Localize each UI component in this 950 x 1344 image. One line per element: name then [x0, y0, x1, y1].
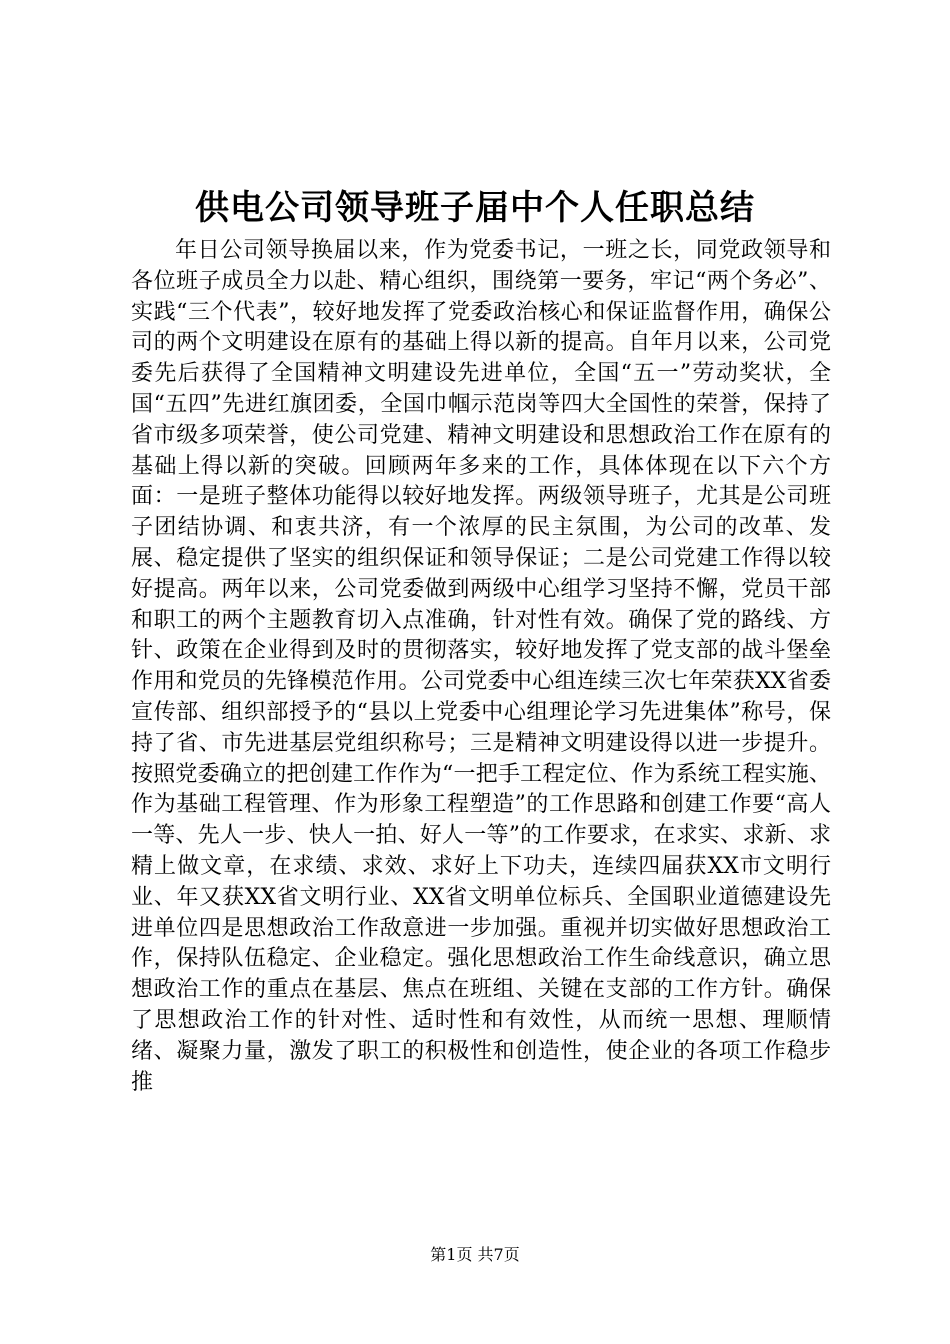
document-body-paragraph: 年日公司领导换届以来，作为党委书记，一班之长，同党政领导和各位班子成员全力以赴、精心组织，围绕第一要务，牢记“两个务必”、实践“三个代表”，较好地发挥了党委政治核心和保证监督作用，确保公司的两个文明建设在原有的基础上得以新的提高。自年月以来，公司党委先后获得了全国精神文明建设先进单位，全国“五一”劳动奖状，全国“五四”先进红旗团委，全国巾帼示范岗等四大全国性的荣誉，保持了省市级多项荣誉，使公司党建、精神文明建设和思想政治工作在原有的基础上得以新的突破。回顾两年多来的工作，具体体现在以下六个方面：一是班子整体功能得以较好地发挥。两级领导班子，尤其是公司班子团结协调、和衷共济，有一个浓厚的民主氛围，为公司的改革、发展、稳定提供了坚实的组织保证和领导保证；二是公司党建工作得以较好提高。两年以来，公司党委做到两级中心组学习坚持不懈，党员干部和职工的两个主题教育切入点准确，针对性有效。确保了党的路线、方针、政策在企业得到及时的贯彻落实，较好地发挥了党支部的战斗堡垒作用和党员的先锋模范作用。公司党委中心组连续三次七年荣获XX省委宣传部、组织部授予的“县以上党委中心组理论学习先进集体”称号，保持了省、市先进基层党组织称号；三是精神文明建设得以进一步提升。按照党委确立的把创建工作作为“一把手工程定位、作为系统工程实施、作为基础工程管理、作为形象工程塑造”的工作思路和创建工作要“高人一等、先人一步、快人一拍、好人一等”的工作要求，在求实、求新、求精上做文章，在求绩、求效、求好上下功夫，连续四届获XX市文明行业、年又获XX省文明行业、XX省文明单位标兵、全国职业道德建设先进单位四是思想政治工作敌意进一步加强。重视并切实做好思想政治工作，保持队伍稳定、企业稳定。强化思想政治工作生命线意识，确立思想政治工作的重点在基层、焦点在班组、关键在支部的工作方针。确保了思想政治工作的针对性、适时性和有效性，从而统一思想、理顺情绪、凝聚力量，激发了职工的积极性和创造性，使企业的各项工作稳步推 — [131, 238, 831, 1095]
document-title: 供电公司领导班子届中个人任职总结 — [195, 188, 755, 228]
page-footer: 第1页 共7页 — [430, 1245, 520, 1264]
